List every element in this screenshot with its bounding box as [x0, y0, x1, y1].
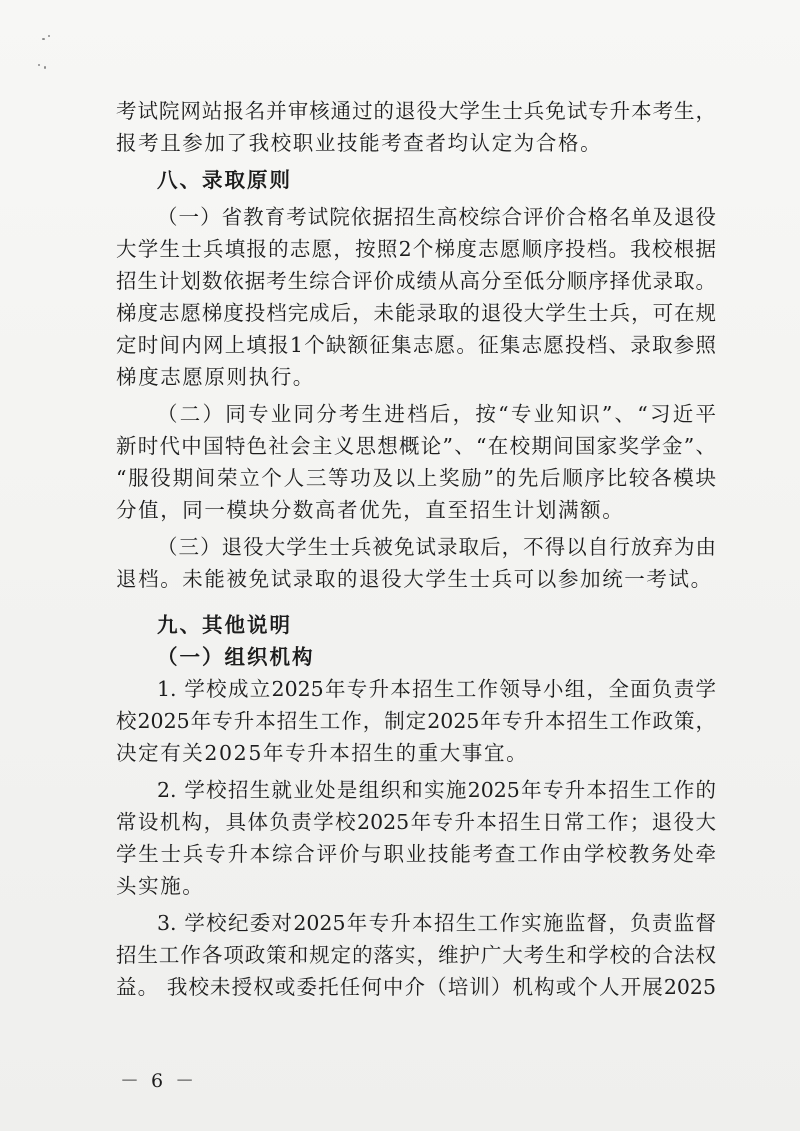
body-line: 益。 我校未授权或委托任何中介（培训）机构或个人开展2025 — [116, 975, 716, 999]
body-line: 校2025年专升本招生工作，制定2025年专升本招生工作政策， — [116, 709, 716, 733]
body-line: 2. 学校招生就业处是组织和实施2025年专升本招生工作的 — [157, 778, 716, 802]
body-line: 决定有关2025年专升本招生的重大事宜。 — [116, 741, 529, 765]
body-line: 考试院网站报名并审核通过的退役大学生士兵免试专升本考生， — [116, 99, 716, 123]
body-line: 新时代中国特色社会主义思想概论”、“在校期间国家奖学金”、 — [116, 434, 716, 458]
document-body — [116, 95, 716, 1003]
body-line: 1. 学校成立2025年专升本招生工作领导小组，全面负责学 — [157, 677, 716, 701]
subsection-heading-organization: （一）组织机构 — [157, 645, 315, 669]
body-line: （三）退役大学生士兵被免试录取后，不得以自行放弃为由 — [157, 535, 716, 559]
body-line: 报考且参加了我校职业技能考查者均认定为合格。 — [116, 131, 603, 155]
scan-specks — [28, 22, 88, 82]
body-line: “服役期间荣立个人三等功及以上奖励”的先后顺序比较各模块 — [116, 466, 716, 490]
body-line: 大学生士兵填报的志愿，按照2个梯度志愿顺序投档。我校根据 — [116, 237, 716, 261]
body-line: 梯度志愿梯度投档完成后，未能录取的退役大学生士兵，可在规 — [116, 301, 716, 325]
body-line: （一）省教育考试院依据招生高校综合评价合格名单及退役 — [157, 205, 716, 229]
section-heading-admission: 八、录取原则 — [157, 168, 292, 192]
body-line: 退档。未能被免试录取的退役大学生士兵可以参加统一考试。 — [116, 567, 713, 591]
page-number: － 6 － — [120, 1070, 198, 1092]
body-line: 学生士兵专升本综合评价与职业技能考查工作由学校教务处牵 — [116, 842, 716, 866]
body-line: （二）同专业同分考生进档后，按“专业知识”、“习近平 — [157, 402, 716, 426]
body-line: 定时间内网上填报1个缺额征集志愿。征集志愿投档、录取参照 — [116, 333, 716, 357]
body-line: 梯度志愿原则执行。 — [116, 365, 315, 389]
body-line: 常设机构，具体负责学校2025年专升本招生日常工作；退役大 — [116, 810, 716, 834]
body-line: 分值，同一模块分数高者优先，直至招生计划满额。 — [116, 498, 625, 522]
section-heading-other: 九、其他说明 — [157, 613, 292, 637]
body-line: 招生计划数依据考生综合评价成绩从高分至低分顺序择优录取。 — [116, 269, 716, 293]
body-line: 头实施。 — [116, 874, 205, 898]
body-line: 3. 学校纪委对2025年专升本招生工作实施监督，负责监督 — [157, 911, 716, 935]
body-line: 招生工作各项政策和规定的落实，维护广大考生和学校的合法权 — [116, 943, 716, 967]
